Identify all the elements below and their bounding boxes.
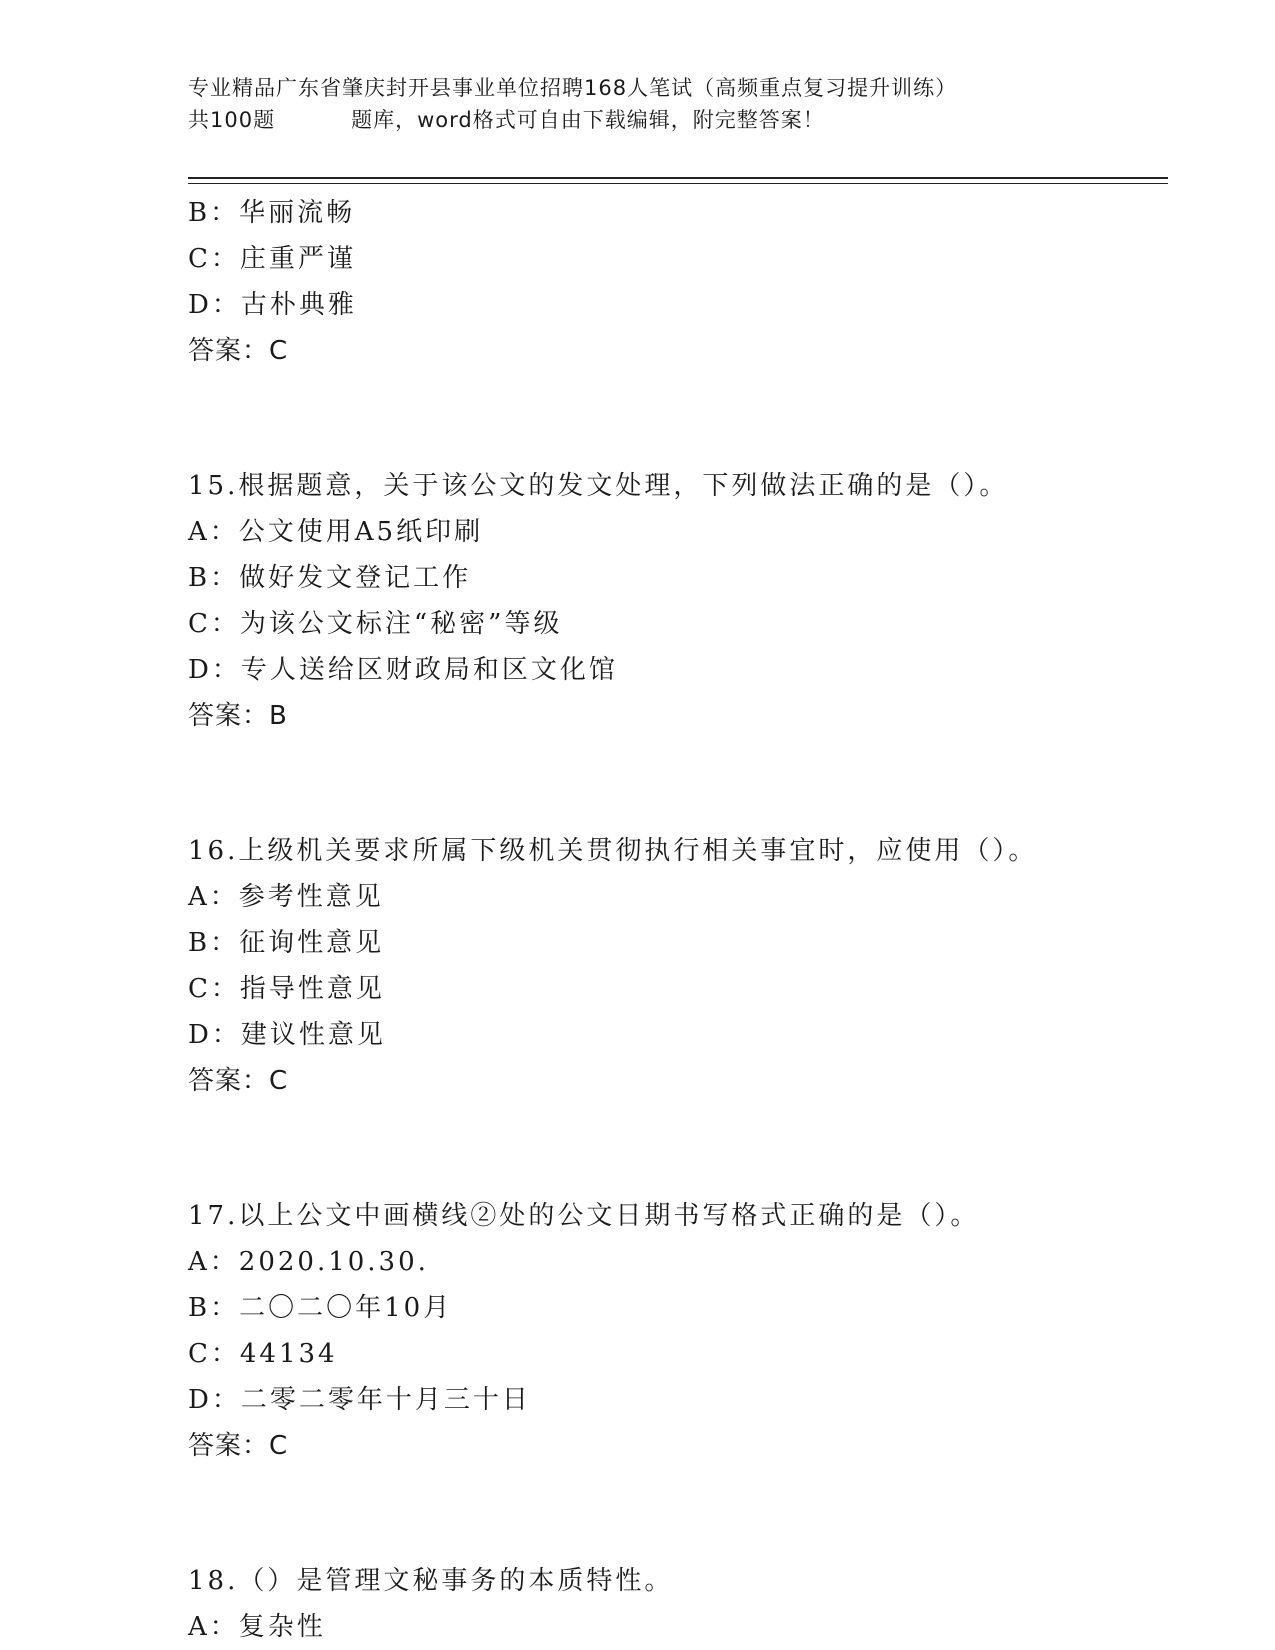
option-b: B：华丽流畅 <box>188 198 356 228</box>
question-block-16 <box>188 828 1168 1104</box>
option-d: D：古朴典雅 <box>188 290 357 320</box>
header-question-count: 共100题 <box>188 108 276 132</box>
question-block-15 <box>188 463 1168 739</box>
option-a: A：复杂性 <box>188 1612 326 1642</box>
option-c: C：指导性意见 <box>188 974 385 1004</box>
question-block-18 <box>188 1558 1168 1650</box>
header-description: 题库，word格式可自由下载编辑，附完整答案！ <box>351 108 825 132</box>
option-d: D：二零二零年十月三十日 <box>188 1385 531 1415</box>
option-b: B：做好发文登记工作 <box>188 563 472 593</box>
question-title: 17.以上公文中画横线②处的公文日期书写格式正确的是（）。 <box>188 1201 980 1231</box>
option-b: B：二〇二〇年10月 <box>188 1293 453 1323</box>
question-title: 15.根据题意，关于该公文的发文处理，下列做法正确的是（）。 <box>188 471 1009 501</box>
question-title: 16.上级机关要求所属下级机关贯彻执行相关事宜时，应使用（）。 <box>188 836 1038 866</box>
answer-line: 答案：B <box>188 701 288 731</box>
header-title-line: 专业精品广东省肇庆封开县事业单位招聘168人笔试（高频重点复习提升训练） <box>188 76 958 100</box>
answer-line: 答案：C <box>188 336 289 366</box>
option-d: D：建议性意见 <box>188 1020 386 1050</box>
option-b: B：征询性意见 <box>188 928 385 958</box>
document-header <box>188 72 1168 136</box>
option-c: C：为该公文标注“秘密”等级 <box>188 609 563 639</box>
option-d: D：专人送给区财政局和区文化馆 <box>188 655 618 685</box>
answer-line: 答案：C <box>188 1431 289 1461</box>
header-subtitle-line <box>188 104 1168 136</box>
option-c: C：44134 <box>188 1339 338 1369</box>
answer-line: 答案：C <box>188 1066 289 1096</box>
header-divider-thick <box>188 177 1168 179</box>
question-block-17 <box>188 1193 1168 1469</box>
question-title: 18.（）是管理文秘事务的本质特性。 <box>188 1566 674 1596</box>
option-a: A：参考性意见 <box>188 882 384 912</box>
document-body <box>188 190 1168 1650</box>
option-c: C：庄重严谨 <box>188 244 356 274</box>
option-a: A：2020.10.30. <box>188 1247 429 1277</box>
header-divider-thin <box>188 183 1168 184</box>
option-a: A：公文使用A5纸印刷 <box>188 517 484 547</box>
question-block-continued <box>188 190 1168 374</box>
